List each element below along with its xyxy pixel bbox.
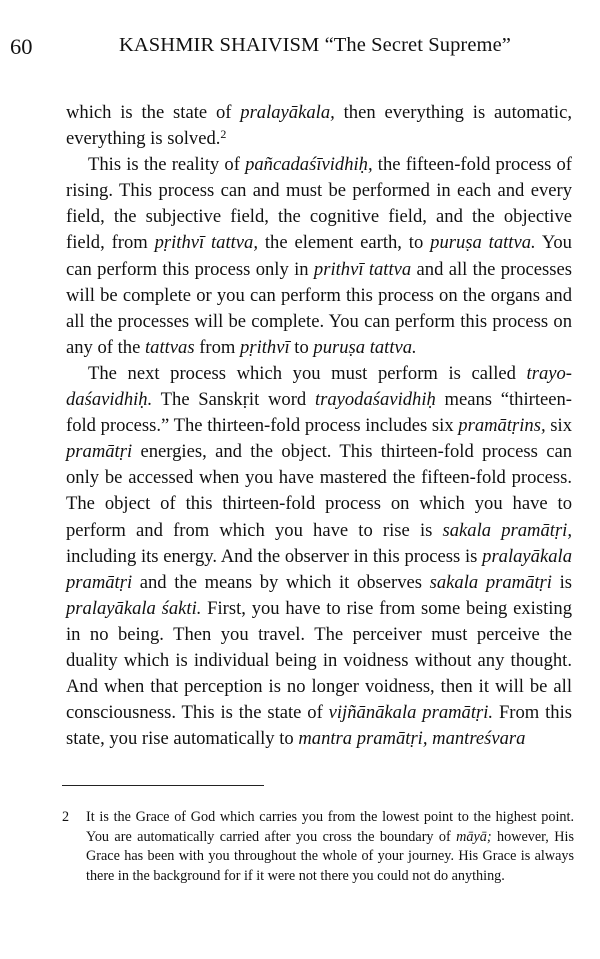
page-number: 60	[10, 34, 33, 59]
footnote	[62, 808, 574, 886]
running-title: KASHMIR SHAIVISM “The Secret Supreme”	[119, 34, 511, 56]
main-text	[66, 100, 572, 752]
paragraph-2: This is the reality of pañcadaśīvidhiḥ, the fifteen-fold process of rising. This process can and must be performed in each and every field, the subjective field, the cognitive field, and the objective field, from pṛithvī tattva, the element earth, to puruṣa tattva. You can perform this process only in prithvī tattva and all the processes will be complete or you can perform this process on the organs and all the processes will be complete. You can perform this process on any of the tattvas from pṛithvī to puruṣa tattva.	[66, 154, 572, 358]
paragraph-1: which is the state of pralayākala, then everything is automatic, everything is solved.$^2$	[66, 102, 572, 150]
running-header	[0, 30, 600, 62]
footnote-reference: 2	[220, 127, 227, 142]
footnote-number: 2	[62, 809, 70, 825]
paragraph-3: The next process which you must perform is called trayodaśavidhiḥ. The Sanskṛit word trayodaśavidhiḥ means “thirteen-fold process.” The thirteen-fold process includes six pramātṛins, six pramātṛi energies, and the object. This thirteen-fold process can only be accessed when you have mastered the fifteen-fold process. The object of this thirteen-fold process on which you have to perform and from which you have to rise is sakala pramātṛi, including its energy. And the observer in this process is pralayākala pramātṛi and the means by which it observes sakala pramātṛi is pralayākala śakti. First, you have to rise from some being existing in no being. Then you travel. The perceiver must perceive the duality which is individual being in voidness without any thought. And when that perception is no longer voidness, then it will be all consciousness. This is the state of vijñānākala pramātṛi. From this state, you rise automatically to mantra pramātṛi, mantreśvara	[66, 362, 572, 750]
footnote-divider	[62, 785, 264, 786]
footnote-text: It is the Grace of God which carries you from the lowest point to the highest point. You are automatically carried after you cross the boundary of māyā; however, His Grace has been with you throughout the whole of your journey. His Grace is always there in the background for if it were not there you could not do anything.	[86, 809, 574, 884]
